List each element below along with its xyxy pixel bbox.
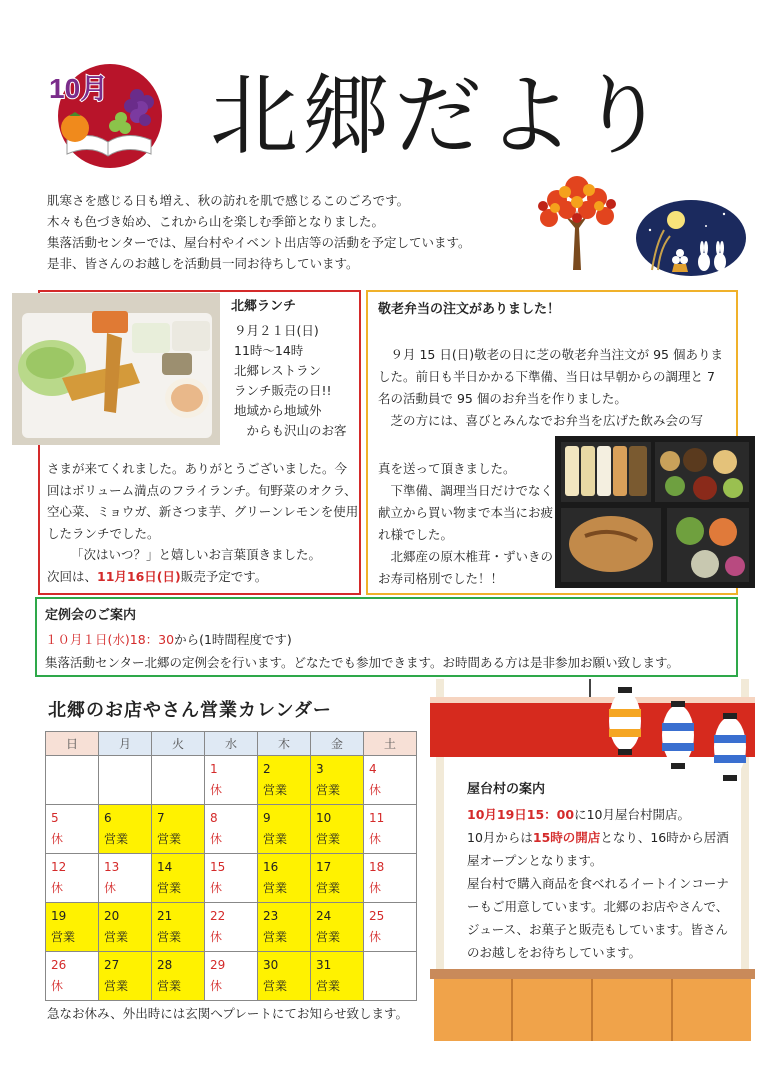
intro-line: 集落活動センターでは、屋台村やイベント出店等の活動を予定しています。 (47, 235, 471, 250)
calendar-day-cell (311, 952, 364, 1001)
calendar-day-cell (258, 756, 311, 805)
calendar-day-status: 営業 (263, 930, 288, 944)
calendar-day-cell (99, 903, 152, 952)
intro-line: 是非、皆さんのお越しを活動員一同お待ちしています。 (47, 256, 359, 271)
calendar-day-status: 休 (369, 832, 382, 846)
lunch-line: 北郷レストラン (234, 363, 322, 378)
intro-line: 肌寒さを感じる日も増え、秋の訪れを肌で感じるこのごろです。 (47, 193, 410, 208)
calendar-day-cell (99, 854, 152, 903)
calendar-day-cell (258, 903, 311, 952)
calendar-day-cell (46, 903, 99, 952)
calendar-day-status: 営業 (316, 783, 341, 797)
meeting-title: 定例会のご案内 (45, 608, 137, 623)
moon-viewing-illustration (636, 200, 746, 278)
yatai-hours-suffix: となり、16時から居酒屋オープンとなります。 (467, 830, 729, 868)
lunch-quote: 「次はいつ？」と嬉しいお言葉頂きました。 (71, 547, 322, 562)
calendar-day-cell (258, 805, 311, 854)
calendar-day-cell (205, 952, 258, 1001)
yatai-date-suffix: に10月屋台村開店。 (574, 807, 690, 822)
bento-para: 芝の方には、喜びとみんなでお弁当を広げた飲み会の写 (390, 413, 704, 428)
calendar-weekday: 水 (205, 732, 258, 756)
intro-line: 木々も色づき始め、これから山を楽しむ季節となりました。 (47, 214, 385, 229)
calendar-day-number: 5 (51, 811, 59, 825)
calendar-weekday: 木 (258, 732, 311, 756)
calendar-day-number: 13 (104, 860, 120, 874)
calendar-weekday: 金 (311, 732, 364, 756)
calendar-day-status: 営業 (157, 979, 182, 993)
calendar-day-number: 17 (316, 860, 332, 874)
calendar-day-status: 営業 (263, 881, 288, 895)
month-badge-illustration (45, 58, 175, 170)
calendar-day-status: 休 (369, 881, 382, 895)
bento-para: ９月 15 日(日)敬老の日に芝の敬老弁当注文が 95 個ありました。前日も半日かかる下準備、当日は早朝からの調理と 7 名の活動員で 95 個のお弁当を作りました。 (378, 347, 723, 406)
bento-para: 下準備、調理当日だけでなく献立から買い物まで本当にお疲れ様でした。 (378, 483, 554, 542)
yatai-title: 屋台村の案内 (467, 782, 546, 797)
yatai-hours-prefix: 10月からは (467, 830, 533, 845)
calendar-day-cell (205, 756, 258, 805)
calendar-day-cell (258, 854, 311, 903)
lunch-next-suffix: 販売予定です。 (180, 568, 268, 584)
calendar-day-number: 16 (263, 860, 279, 874)
calendar-day-cell (311, 756, 364, 805)
calendar-day-status: 休 (210, 881, 223, 895)
calendar-day-number: 21 (157, 909, 173, 923)
lunch-next (47, 566, 359, 588)
calendar-day-number: 15 (210, 860, 226, 874)
yatai-info (467, 778, 735, 964)
calendar-day-status: 営業 (263, 783, 288, 797)
calendar-day-number: 23 (263, 909, 279, 923)
calendar-day-cell (205, 854, 258, 903)
calendar-day-number: 7 (157, 811, 165, 825)
calendar-day-status: 営業 (316, 832, 341, 846)
calendar-day-cell (364, 756, 417, 805)
calendar-day-status: 営業 (157, 930, 182, 944)
calendar-weekday: 月 (99, 732, 152, 756)
calendar-day-number: 4 (369, 762, 377, 776)
calendar-day-number: 29 (210, 958, 226, 972)
calendar-day-cell (364, 805, 417, 854)
calendar-day-status: 営業 (157, 881, 182, 895)
calendar-day-number: 19 (51, 909, 67, 923)
lunch-photo (12, 293, 220, 445)
calendar-day-cell (152, 854, 205, 903)
calendar-weekday: 火 (152, 732, 205, 756)
bento-para: 北郷産の原木椎茸・ずいきのお寿司格別でした！！ (378, 549, 554, 586)
calendar-day-cell (364, 903, 417, 952)
lunch-next-date: 11月16日(日) (97, 568, 181, 584)
calendar-day-cell (46, 854, 99, 903)
calendar-day-status: 休 (369, 930, 382, 944)
calendar-day-status: 休 (210, 783, 223, 797)
yatai-body: 屋台村で購入商品を食べれるイートインコーナーもご用意しています。北郷のお店やさんで、ジュース、お菓子と販売もしています。皆さんのお越しをお待ちしています。 (467, 876, 729, 960)
calendar-day-number: 24 (316, 909, 332, 923)
bento-photo (555, 436, 755, 588)
calendar-day-status: 休 (51, 832, 64, 846)
calendar-day-cell (205, 903, 258, 952)
lunch-line: ランチ販売の日!! (234, 383, 332, 398)
calendar-day-number: 12 (51, 860, 67, 874)
calendar-day-number: 31 (316, 958, 332, 972)
bento-body-top (378, 344, 730, 432)
calendar-day-status: 休 (210, 832, 223, 846)
calendar-day-cell (99, 952, 152, 1001)
calendar-day-number: 14 (157, 860, 173, 874)
calendar-day-number: 18 (369, 860, 385, 874)
calendar-day-status: 営業 (157, 832, 182, 846)
lunch-title: 北郷ランチ (231, 299, 297, 314)
page-title: 北郷だより (210, 64, 671, 167)
calendar-day-cell (205, 805, 258, 854)
calendar-weekday: 日 (46, 732, 99, 756)
bento-title: 敬老弁当の注文がありました！ (378, 302, 561, 317)
calendar-day-status: 営業 (263, 832, 288, 846)
bento-body-lower (378, 458, 553, 590)
calendar-title: 北郷のお店やさん営業カレンダー (48, 700, 332, 721)
meeting-date: １０月１日(水)18：30 (45, 632, 175, 647)
calendar-week (46, 952, 417, 1001)
calendar-day-number: 20 (104, 909, 120, 923)
calendar-day-status: 休 (51, 979, 64, 993)
calendar-day-number: 10 (316, 811, 332, 825)
calendar-day-number: 8 (210, 811, 218, 825)
calendar-week (46, 805, 417, 854)
calendar-day-cell (311, 854, 364, 903)
lunch-body-text: さまが来てくれました。ありがとうございました。今回はボリューム満点のフライランチ。旬野菜のオクラ、空心菜、ミョウガ、新さつま芋、グリーンレモンを使用したランチでした。 (47, 461, 359, 541)
lunch-next-prefix: 次回は、 (47, 568, 98, 584)
calendar-day-status: 休 (210, 930, 223, 944)
lunch-line: ９月２１日(日) (234, 323, 319, 338)
meeting-body: 集落活動センター北郷の定例会を行います。どなたでも参加できます。お時間ある方は是非参加お願い致します。 (45, 655, 680, 670)
calendar-day-status: 営業 (316, 979, 341, 993)
calendar-empty-cell (364, 952, 417, 1001)
lunch-body (47, 458, 359, 587)
calendar-day-status: 営業 (51, 930, 76, 944)
calendar-day-status: 営業 (316, 930, 341, 944)
calendar-week (46, 903, 417, 952)
month-badge-label: 10月 (49, 73, 109, 104)
autumn-tree-illustration (527, 170, 627, 270)
calendar-day-cell (46, 952, 99, 1001)
yatai-date: 10月19日15：00 (467, 807, 575, 822)
intro-text (47, 190, 527, 274)
meeting-date-line (45, 630, 292, 648)
calendar-day-cell (46, 805, 99, 854)
calendar-day-cell (99, 805, 152, 854)
calendar-week (46, 854, 417, 903)
calendar-day-number: 26 (51, 958, 67, 972)
calendar-day-cell (311, 903, 364, 952)
calendar-day-cell (311, 805, 364, 854)
calendar-day-status: 休 (369, 783, 382, 797)
calendar-day-status: 営業 (104, 930, 129, 944)
calendar-weekday: 土 (364, 732, 417, 756)
calendar-day-status: 営業 (263, 979, 288, 993)
lunch-details (231, 297, 359, 441)
yatai-date-line (467, 803, 735, 826)
calendar-day-cell (258, 952, 311, 1001)
calendar-day-number: 6 (104, 811, 112, 825)
calendar-day-number: 27 (104, 958, 120, 972)
calendar-day-status: 営業 (104, 832, 129, 846)
calendar-day-cell (152, 952, 205, 1001)
meeting-date-suffix: から(1時間程度です) (174, 632, 292, 647)
calendar-day-number: 1 (210, 762, 218, 776)
yatai-hours-highlight: 15時の開店 (532, 830, 601, 845)
calendar-day-number: 9 (263, 811, 271, 825)
calendar-day-status: 休 (104, 881, 117, 895)
bento-para: 真を送って頂きました。 (378, 461, 516, 476)
calendar-day-status: 営業 (316, 881, 341, 895)
calendar-day-status: 営業 (104, 979, 129, 993)
calendar-day-number: 28 (157, 958, 173, 972)
calendar-day-number: 11 (369, 811, 385, 825)
calendar-empty-cell (99, 756, 152, 805)
calendar-day-number: 3 (316, 762, 324, 776)
calendar-day-cell (152, 903, 205, 952)
calendar-day-number: 2 (263, 762, 271, 776)
yatai-hours (467, 826, 735, 872)
calendar-empty-cell (152, 756, 205, 805)
calendar-day-status: 休 (51, 881, 64, 895)
calendar-day-number: 30 (263, 958, 279, 972)
calendar-week (46, 756, 417, 805)
lunch-line: からも沢山のお客 (234, 423, 347, 438)
calendar-day-cell (152, 805, 205, 854)
calendar-note: 急なお休み、外出時には玄関へプレートにてお知らせ致します。 (47, 1006, 409, 1021)
business-calendar (45, 731, 417, 1001)
calendar-day-number: 25 (369, 909, 385, 923)
calendar-day-number: 22 (210, 909, 226, 923)
lunch-line: 地域から地域外 (234, 403, 322, 418)
calendar-day-status: 休 (210, 979, 223, 993)
calendar-empty-cell (46, 756, 99, 805)
lunch-line: 11時〜14時 (234, 343, 304, 358)
calendar-day-cell (364, 854, 417, 903)
